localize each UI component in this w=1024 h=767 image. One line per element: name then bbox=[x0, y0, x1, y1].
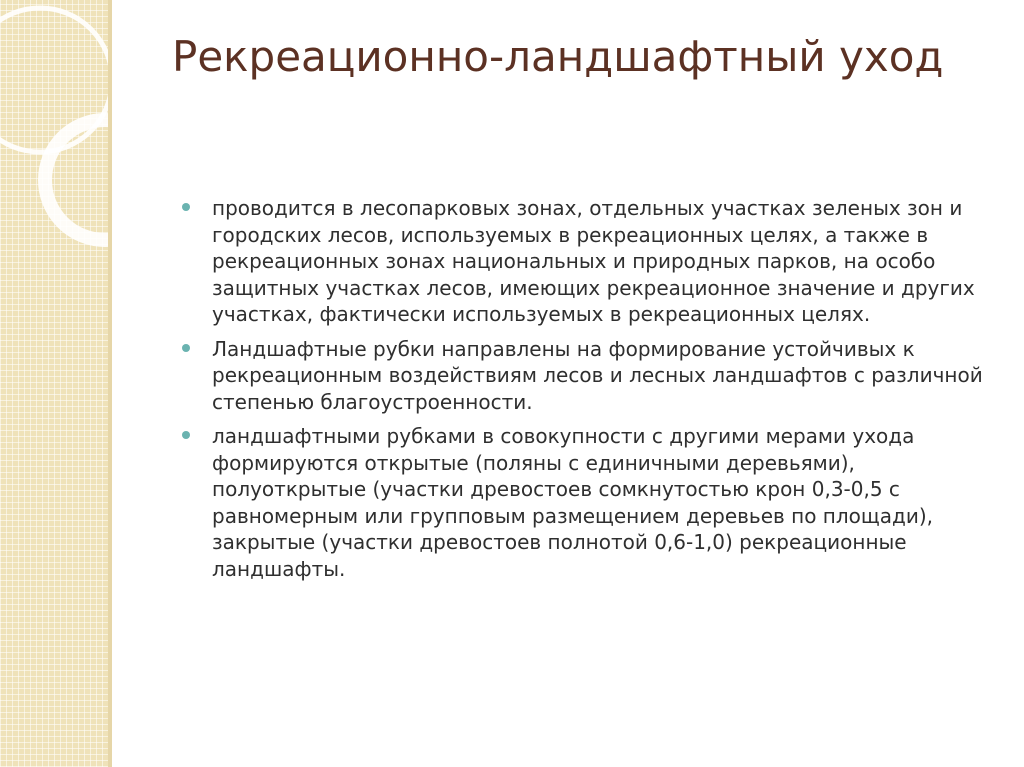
bullet-dot-icon bbox=[182, 344, 190, 352]
slide-title: Рекреационно-ландшафтный уход bbox=[172, 32, 944, 81]
side-band-edge bbox=[108, 0, 112, 767]
bullet-text: Ландшафтные рубки направлены на формирование устойчивых к рекреационным воздействиям лесов и лесных ландшафтов с различной степенью благоустроенности. bbox=[212, 336, 983, 414]
bullet-list bbox=[180, 195, 995, 590]
bullet-text: проводится в лесопарковых зонах, отдельных участках зеленых зон и городских лесов, используемых в рекреационных целях, а также в рекреационных зонах национальных и природных парков, на особо защитных участках лесов, имеющих рекреационное значение и других участках, фактически используемых в рекреационных целях. bbox=[212, 196, 975, 326]
decorative-rings bbox=[0, 0, 112, 260]
bullet-text: ландшафтными рубками в совокупности с другими мерами ухода формируются открытые (поляны с единичными деревьями), полуоткрытые (участки древостоев сомкнутостью крон 0,3-0,5 с равномерным или групповым размещением деревьев по площади), закрытые (участки древостоев полнотой 0,6-1,0) рекреационные ландшафты. bbox=[212, 424, 933, 581]
bullet-item bbox=[180, 336, 995, 416]
bullet-dot-icon bbox=[182, 203, 190, 211]
bullet-item bbox=[180, 423, 995, 582]
bullet-dot-icon bbox=[182, 431, 190, 439]
bullet-item bbox=[180, 195, 995, 328]
decorative-side-band bbox=[0, 0, 112, 767]
